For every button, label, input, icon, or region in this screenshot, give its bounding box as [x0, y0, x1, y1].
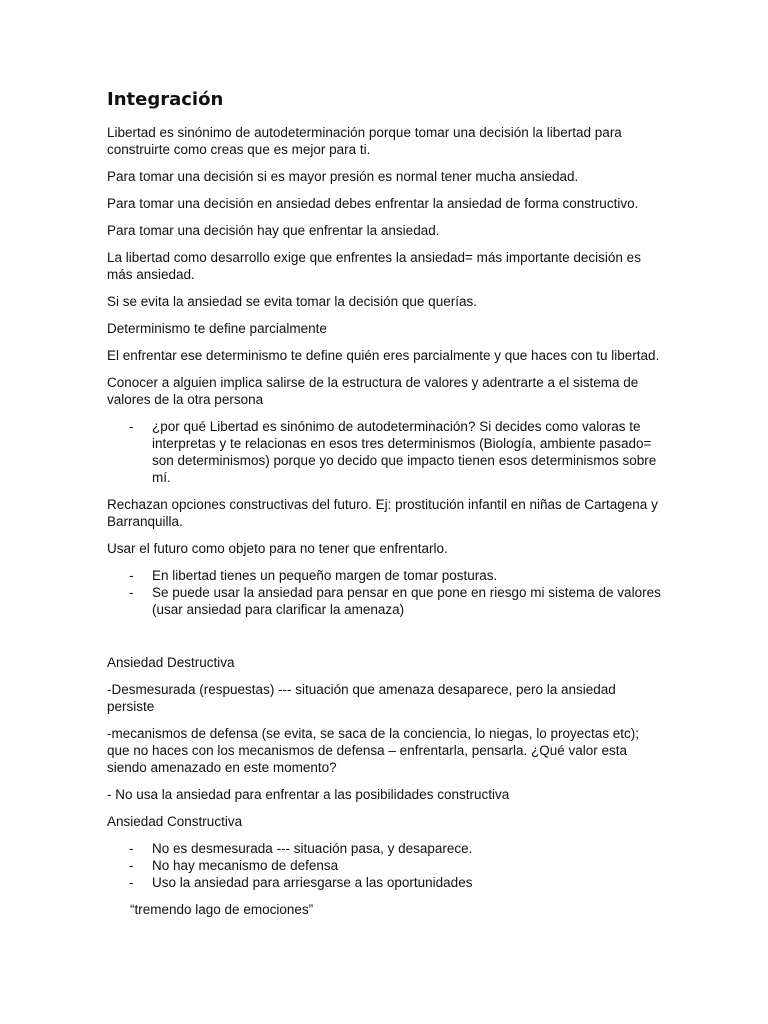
paragraph: - No usa la ansiedad para enfrentar a las posibilidades constructiva — [107, 787, 510, 802]
paragraph: Rechazan opciones constructivas del futuro. Ej: prostitución infantil en niñas de Cartagena y Barranquilla. — [107, 497, 658, 529]
paragraph: Ansiedad Destructiva — [107, 655, 235, 670]
paragraph: Para tomar una decisión en ansiedad debes enfrentar la ansiedad de forma constructivo. — [107, 196, 639, 211]
quote-line: “tremendo lago de emociones” — [130, 902, 314, 917]
paragraph: Para tomar una decisión si es mayor presión es normal tener mucha ansiedad. — [107, 169, 579, 184]
paragraph: Para tomar una decisión hay que enfrentar la ansiedad. — [107, 223, 440, 238]
paragraph: Ansiedad Constructiva — [107, 814, 243, 829]
list-item: - ¿por qué Libertad es sinónimo de autodeterminación? Si decides como valoras te interpretas y te relacionas en esos tres determinismos (Biología, ambiente pasado= son determinismos) porque yo decido que impacto tienen esos determinismos sobre mí. — [152, 418, 663, 486]
dash-list — [107, 418, 663, 486]
page-title: Integración — [107, 89, 224, 110]
list-item: - Se puede usar la ansiedad para pensar en que pone en riesgo mi sistema de valores (usar ansiedad para clarificar la amenaza) — [152, 584, 663, 618]
spacer — [107, 628, 663, 654]
document-body — [107, 124, 663, 928]
list-item: - Uso la ansiedad para arriesgarse a las oportunidades — [152, 874, 663, 891]
list-item: - En libertad tienes un pequeño margen de tomar posturas. — [152, 567, 663, 584]
paragraph: Libertad es sinónimo de autodeterminación porque tomar una decisión la libertad para construirte como creas que es mejor para ti. — [107, 125, 622, 157]
list-item: - No hay mecanismo de defensa — [152, 857, 663, 874]
list-item: - No es desmesurada --- situación pasa, y desaparece. — [152, 840, 663, 857]
paragraph: -Desmesurada (respuestas) --- situación que amenaza desaparece, pero la ansiedad persiste — [107, 682, 616, 714]
dash-list — [107, 840, 663, 891]
paragraph: La libertad como desarrollo exige que enfrentes la ansiedad= más importante decisión es más ansiedad. — [107, 250, 641, 282]
paragraph: Si se evita la ansiedad se evita tomar la decisión que querías. — [107, 294, 477, 309]
dash-list — [107, 567, 663, 618]
paragraph: -mecanismos de defensa (se evita, se saca de la conciencia, lo niegas, lo proyectas etc); que no haces con los mecanismos de defensa – enfrentarla, pensarla. ¿Qué valor esta siendo amenazado en este momento? — [107, 726, 640, 775]
paragraph: Usar el futuro como objeto para no tener que enfrentarlo. — [107, 541, 448, 556]
paragraph: Conocer a alguien implica salirse de la estructura de valores y adentrarte a el sistema de valores de la otra persona — [107, 375, 639, 407]
paragraph: Determinismo te define parcialmente — [107, 321, 327, 336]
paragraph: El enfrentar ese determinismo te define quién eres parcialmente y que haces con tu libertad. — [107, 348, 660, 363]
